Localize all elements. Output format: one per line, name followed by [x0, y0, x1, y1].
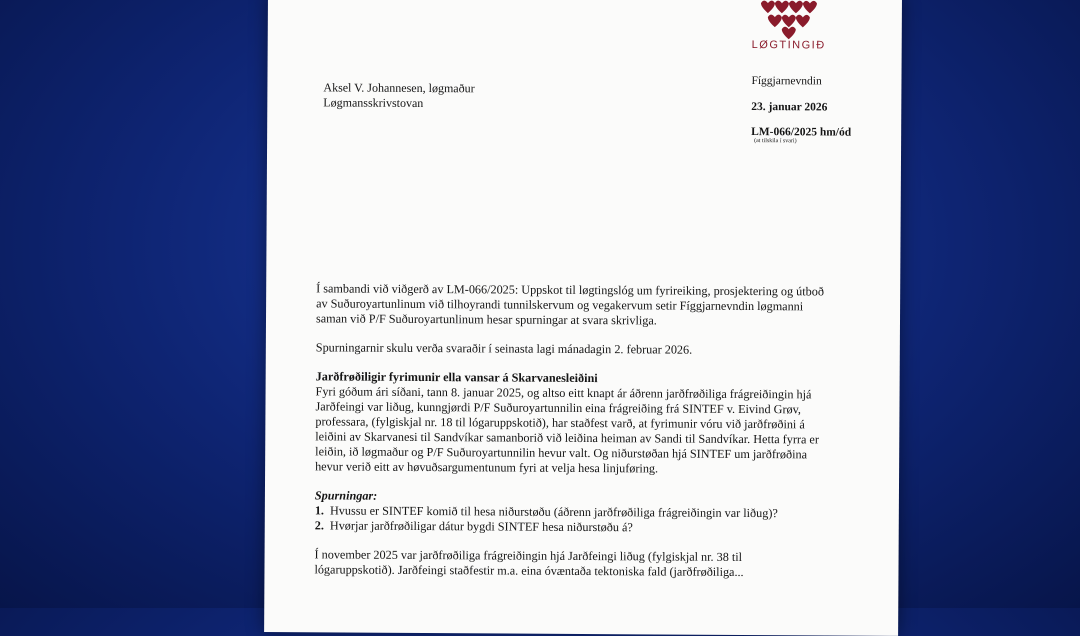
- reference-number: LM-066/2025 hm/ód: [751, 126, 852, 139]
- letter-body: [314, 281, 826, 594]
- question-text: Hvørjar jarðfrøðiligar dátur bygdi SINTEF hesa niðurstøðu á?: [329, 518, 633, 535]
- deadline-paragraph: Spurningarnir skulu verða svaraðir í seinasta lagi mánadagin 2. februar 2026.: [315, 340, 693, 357]
- section-paragraph: Fyri góðum ári síðani, tann 8. januar 2025, og altso eitt knapt ár áðrenn jarðfrøðiliga frágreiðingin hjá Jarðfeingi var liðug, kunngjørdi P/F Suðuroyartunnilin eina frágreiðing frá SINTEF v. Eivind Grøv, professara, (fylgiskjal nr. 18 til lógaruppskotið), har staðfest varð, at fyrimunir vóru við jarðfrøðini á leiðini av Skarvanesi til Sandvíkar samanborið við leiðina heiman av Sandi til Sandvíkar. Hetta fyrra er leiðin, ið løgmaður og P/F Suðuroyartunnilin hevur valt. Og niðurstøðan hjá SINTEF um jarðfrøðina hevur verið eitt av høvuðsargumentunum fyri at velja hesa linjuføring.: [315, 384, 819, 476]
- recipient-block: [323, 80, 474, 111]
- intro-paragraph: Í sambandi við viðgerð av LM-066/2025: Uppskot til løgtingslóg um fyrireiking, prosjektering og útboð av Suðuroyartunlinum við tilhoyrandi tunnilskervum og vegakervum setir Fíggjarnevndin løgmanni saman við P/F Suðuroyartunlinum hesar spurningar at svara skrivliga.: [315, 281, 824, 328]
- question-item: [315, 518, 825, 536]
- reference-note: (at tilskila í svari): [754, 138, 797, 145]
- questions-heading: Spurningar:: [314, 488, 378, 503]
- recipient-name: Aksel V. Johannesen, løgmaður: [323, 80, 475, 96]
- closing-paragraph: Í november 2025 var jarðfrøðiliga frágreiðingin hjá Jarðfeingi liðug (fylgiskjal nr. 38 til lógaruppskotið). Jarðfeingi staðfestir m.a. eina óvæntaða tektoniska fald (jarðfrøðiliga...: [314, 547, 744, 579]
- question-text: Hvussu er SINTEF komið til hesa niðurstøðu (áðrenn jarðfrøðiliga frágreiðingin var liðug)?: [329, 503, 778, 521]
- question-number: 2.: [314, 518, 324, 533]
- question-number: 1.: [314, 503, 325, 518]
- questions-list: [315, 503, 825, 536]
- department-name: Fíggjarnevndin: [751, 75, 822, 88]
- recipient-office: Løgmansskrivstovan: [323, 95, 424, 111]
- letter-page: [264, 0, 902, 636]
- letter-date: 23. januar 2026: [751, 101, 828, 114]
- logo-wordmark: LØGTINGIÐ: [751, 39, 826, 52]
- section-heading: Jarðfrøðiligir fyrimunir ella vansar á Skarvanesleiðini: [315, 369, 598, 386]
